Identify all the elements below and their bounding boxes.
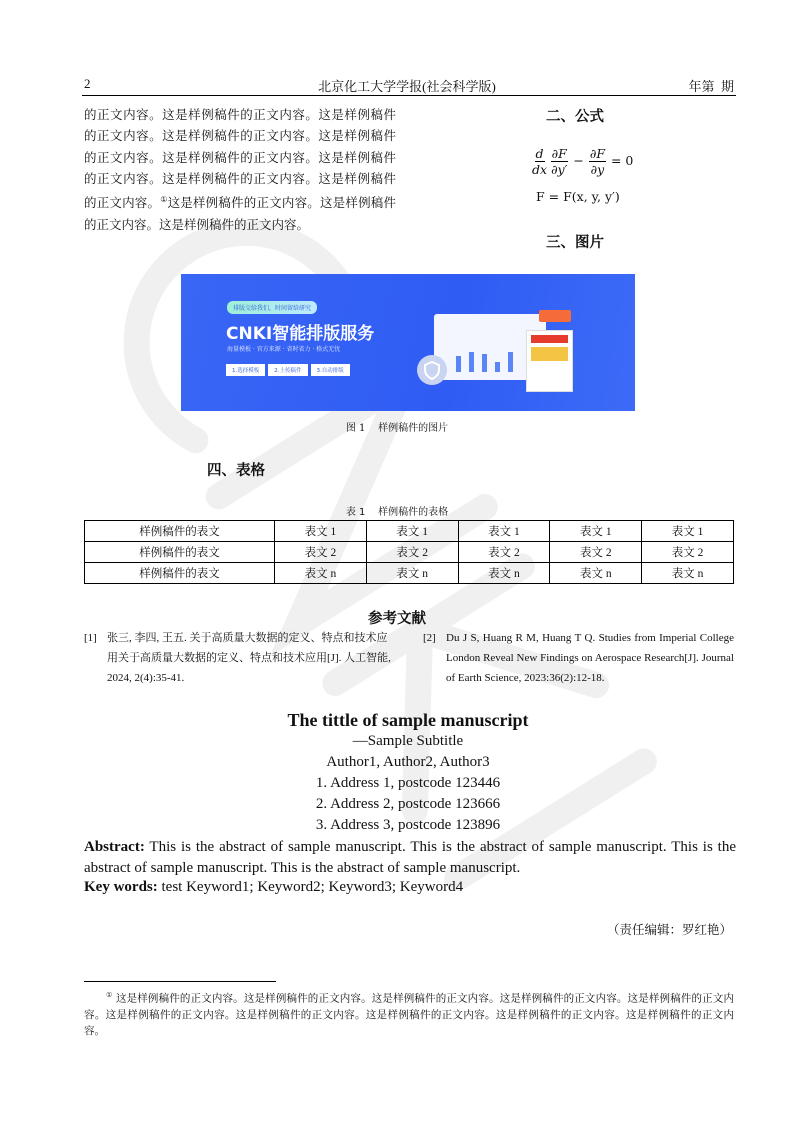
table-cell: 表文 2 bbox=[642, 542, 734, 563]
banner-step: 3.自动排版 bbox=[311, 364, 350, 376]
reference-number: [2] bbox=[423, 632, 436, 644]
table-cell: 表文 1 bbox=[550, 521, 642, 542]
figure-caption: 图 1 样例稿件的图片 bbox=[345, 423, 449, 434]
reference-item bbox=[84, 628, 396, 688]
table-cell: 样例稿件的表文 bbox=[85, 521, 275, 542]
body-text bbox=[84, 104, 396, 235]
abstract-text: This is the abstract of sample manuscript. This is the abstract of sample manuscript. This is the abstract of sample manuscript. This is the abstract of sample manuscript. bbox=[84, 839, 736, 876]
references-heading: 参考文献 bbox=[368, 611, 426, 627]
footnote bbox=[84, 987, 734, 1039]
keywords bbox=[84, 879, 463, 896]
body-text-part: 这是样例稿件的正文内容。这是样例稿件的正文内容。这是样例稿件的正文内容。 bbox=[84, 195, 396, 232]
table-cell: 表文 2 bbox=[458, 542, 550, 563]
abstract bbox=[84, 837, 736, 879]
banner-tagline: 排版交给我们，时间留给研究 bbox=[227, 301, 317, 314]
banner-features: 海量模板 · 官方来源 · 省时省力 · 格式无忧 bbox=[227, 346, 341, 353]
table-cell: 样例稿件的表文 bbox=[85, 542, 275, 563]
body-text-part: 的正文内容。这是样例稿件的正文内容。这是样例稿件的正文内容。这是样例稿件的正文内容。这是样例稿件的正文内容。这是样例稿件的正文内容。这是样例稿件的正文内容。这是样例稿件的正文内容。这是样例稿件的正文内容。 bbox=[84, 107, 396, 211]
chat-bubble-icon bbox=[539, 310, 571, 322]
editor-note: （责任编辑：罗红艳） bbox=[606, 922, 732, 937]
shield-icon bbox=[417, 355, 447, 385]
header-rule bbox=[82, 95, 736, 96]
table-row bbox=[85, 563, 734, 584]
journal-name: 北京化工大学学报(社会科学版) bbox=[318, 79, 496, 94]
reference-number: [1] bbox=[84, 632, 97, 644]
watermark-letter-n bbox=[219, 380, 485, 624]
table-cell: 表文 n bbox=[366, 563, 458, 584]
banner-steps bbox=[226, 364, 350, 376]
footnote-ref[interactable]: ① bbox=[160, 195, 168, 205]
table-cell: 表文 n bbox=[275, 563, 367, 584]
reference-text: 张三, 李四, 王五. 关于高质量大数据的定义、特点和技术应用关于高质量大数据的定义、特点和技术应用[J]. 人工智能, 2024, 2(4):35-41. bbox=[107, 632, 391, 684]
banner-step: 2.上传稿件 bbox=[268, 364, 307, 376]
table-cell: 样例稿件的表文 bbox=[85, 563, 275, 584]
formula-rhs: = 0 bbox=[610, 153, 634, 168]
english-title: The tittle of sample manuscript bbox=[287, 710, 529, 730]
reference-item bbox=[423, 628, 734, 688]
table-cell: 表文 n bbox=[550, 563, 642, 584]
formula-functional: F = F(x, y, y′) bbox=[536, 189, 620, 204]
figure-banner-image bbox=[181, 274, 635, 411]
banner-step: 1.选择模板 bbox=[226, 364, 265, 376]
watermark-letter-k bbox=[335, 566, 601, 810]
table-row bbox=[85, 521, 734, 542]
keywords-text: test Keyword1; Keyword2; Keyword3; Keyword4 bbox=[157, 879, 464, 895]
table-cell: 表文 n bbox=[642, 563, 734, 584]
address: 3. Address 3, postcode 123896 bbox=[315, 817, 501, 833]
document-illustration bbox=[526, 330, 573, 392]
section-heading-image: 三、图片 bbox=[546, 235, 604, 251]
section-heading-formula: 二、公式 bbox=[546, 109, 604, 125]
english-subtitle: —Sample Subtitle bbox=[352, 733, 464, 749]
table-cell: 表文 2 bbox=[366, 542, 458, 563]
authors: Author1, Author2, Author3 bbox=[326, 754, 490, 770]
footnote-rule bbox=[84, 981, 276, 982]
table-cell: 表文 2 bbox=[275, 542, 367, 563]
reference-text: Du J S, Huang R M, Huang T Q. Studies from Imperial College London Reveal New Findings on Aerospace Research[J]. Journal of Earth Science, 2023:36(2):12-18. bbox=[446, 632, 734, 684]
section-heading-table: 四、表格 bbox=[207, 463, 265, 479]
table-cell: 表文 1 bbox=[275, 521, 367, 542]
table-cell: 表文 1 bbox=[458, 521, 550, 542]
footnote-text: 这是样例稿件的正文内容。这是样例稿件的正文内容。这是样例稿件的正文内容。这是样例稿件的正文内容。这是样例稿件的正文内容。这是样例稿件的正文内容。这是样例稿件的正文内容。这是样例稿件的正文内容。这是样例稿件的正文内容。这是样例稿件的正文内容。 bbox=[84, 992, 734, 1037]
issue-label: 年第 期 bbox=[688, 79, 734, 94]
abstract-label: Abstract: bbox=[84, 839, 145, 855]
page-number: 2 bbox=[84, 76, 91, 91]
table-cell: 表文 1 bbox=[366, 521, 458, 542]
address: 1. Address 1, postcode 123446 bbox=[315, 775, 501, 791]
formula-euler-lagrange: $\frac{d}{dx}$ $\frac{\partial F}{\partial y'}$ − $\frac{\partial F}{\partial y}$ = 0 bbox=[532, 146, 634, 177]
table-cell: 表文 1 bbox=[642, 521, 734, 542]
table-cell: 表文 2 bbox=[550, 542, 642, 563]
table-caption: 表 1 样例稿件的表格 bbox=[345, 507, 449, 518]
keywords-label: Key words: bbox=[84, 879, 158, 895]
sample-table bbox=[84, 520, 734, 584]
table-row bbox=[85, 542, 734, 563]
footnote-mark: ① bbox=[106, 991, 113, 999]
banner-title: CNKI智能排版服务 bbox=[226, 324, 375, 344]
table-cell: 表文 n bbox=[458, 563, 550, 584]
address: 2. Address 2, postcode 123666 bbox=[315, 796, 501, 812]
